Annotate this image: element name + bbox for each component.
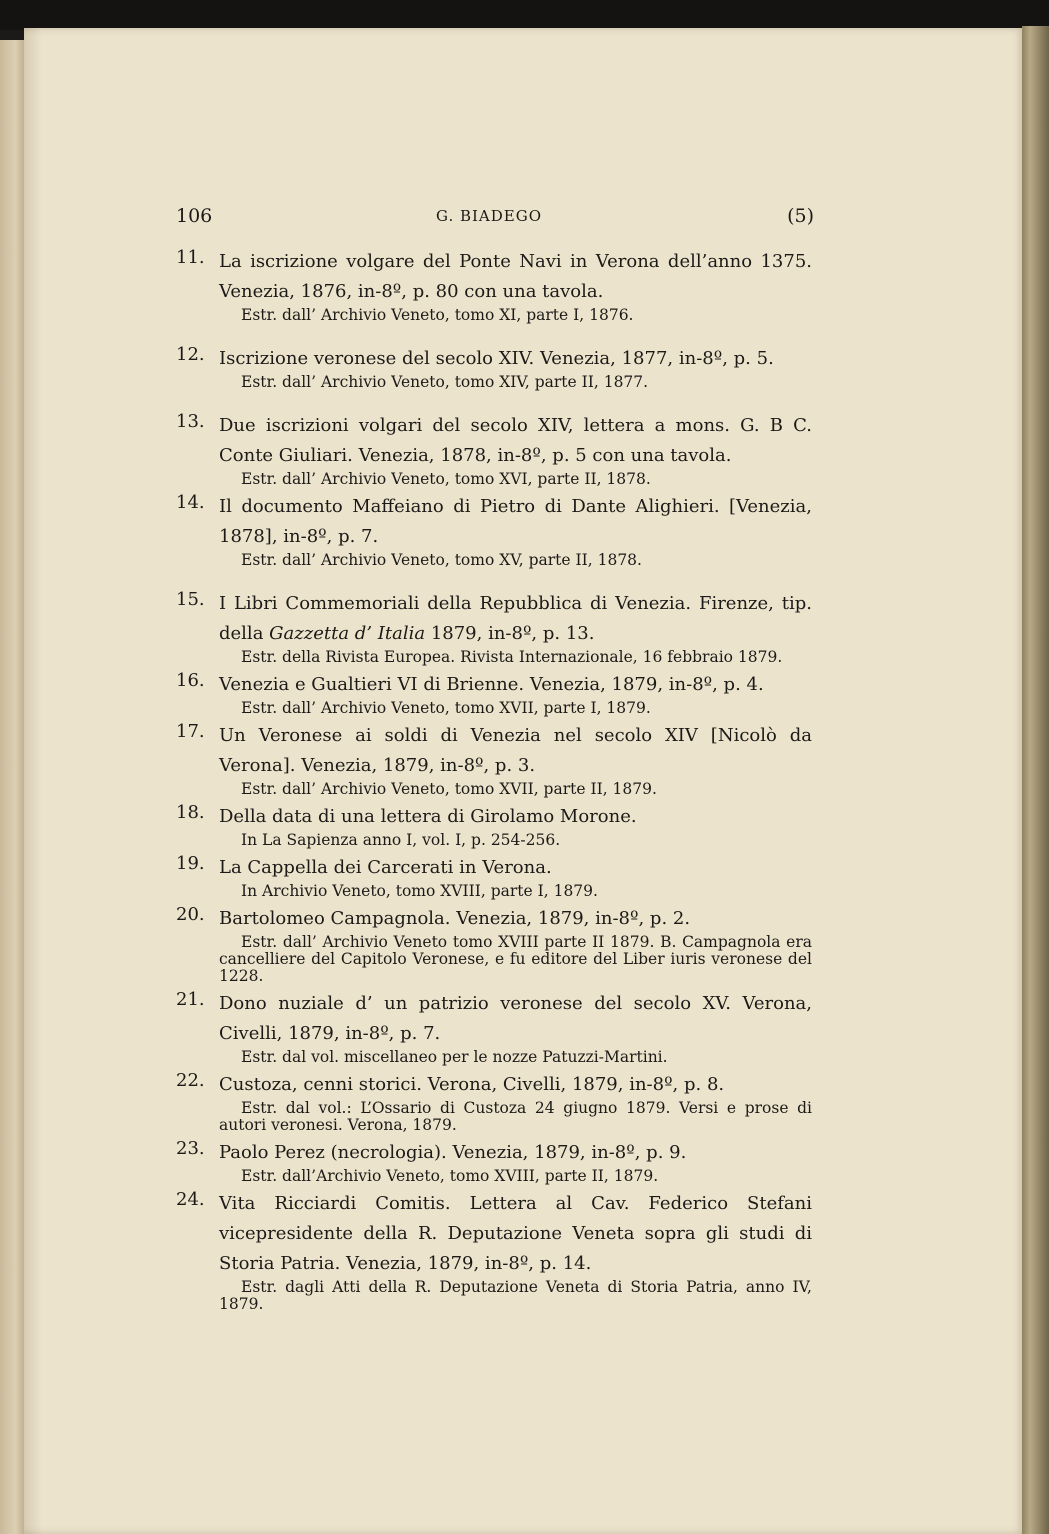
entry-title: Paolo Perez (necrologia). Venezia, 1879, in-8º, p. 9. bbox=[219, 1142, 687, 1163]
bibliography-entry-23 bbox=[176, 1138, 812, 1185]
bibliography-entry-15 bbox=[176, 589, 812, 666]
bibliography-entry-11 bbox=[176, 247, 812, 324]
bibliography-entry-22 bbox=[176, 1070, 812, 1134]
entry-title: Della data di una lettera di Girolamo Morone. bbox=[219, 806, 637, 827]
previous-page-edge bbox=[0, 40, 26, 1534]
entry-number: 22. bbox=[176, 1070, 205, 1091]
entry-note: Estr. dall’ Archivio Veneto, tomo XVI, parte II, 1878. bbox=[241, 470, 651, 488]
bibliography-entry-13 bbox=[176, 411, 812, 488]
page-fore-edge bbox=[1022, 26, 1049, 1534]
entry-title: Dono nuziale d’ un patrizio veronese del secolo XV. Verona, Civelli, 1879, in-8º, p. 7. bbox=[219, 993, 812, 1044]
entry-title: La Cappella dei Carcerati in Verona. bbox=[219, 857, 552, 878]
page-number: 106 bbox=[176, 205, 213, 227]
entry-number: 16. bbox=[176, 670, 205, 691]
entry-title: Bartolomeo Campagnola. Venezia, 1879, in-8º, p. 2. bbox=[219, 908, 691, 929]
entry-number: 19. bbox=[176, 853, 205, 874]
entry-number: 14. bbox=[176, 492, 205, 513]
entry-note: Estr. della Rivista Europea. Rivista Internazionale, 16 febbraio 1879. bbox=[241, 648, 783, 666]
entry-number: 11. bbox=[176, 247, 205, 268]
entry-title: Custoza, cenni storici. Verona, Civelli, 1879, in-8º, p. 8. bbox=[219, 1074, 725, 1095]
bibliography-entry-16 bbox=[176, 670, 812, 717]
entry-note: Estr. dagli Atti della R. Deputazione Veneta di Storia Patria, anno IV, 1879. bbox=[219, 1278, 812, 1313]
entry-title: Un Veronese ai soldi di Venezia nel secolo XIV [Nicolò da Verona]. Venezia, 1879, in-8º, p. 3. bbox=[219, 725, 812, 776]
entry-number: 13. bbox=[176, 411, 205, 432]
bibliography-entry-18 bbox=[176, 802, 812, 849]
bibliography-entry-19 bbox=[176, 853, 812, 900]
entry-note: Estr. dall’ Archivio Veneto, tomo XV, parte II, 1878. bbox=[241, 551, 642, 569]
entry-title: Iscrizione veronese del secolo XIV. Venezia, 1877, in-8º, p. 5. bbox=[219, 348, 774, 369]
journal-title: Gazzetta d’ Italia bbox=[269, 623, 426, 644]
section-number: (5) bbox=[787, 205, 814, 227]
running-head bbox=[176, 203, 812, 237]
entry-title-part: 1879, in-8º, p. 13. bbox=[425, 623, 595, 644]
bibliography-entry-17 bbox=[176, 721, 812, 798]
entry-number: 20. bbox=[176, 904, 205, 925]
running-head-author: G. BIADEGO bbox=[436, 207, 543, 225]
entry-note: Estr. dall’ Archivio Veneto tomo XVIII parte II 1879. B. Campagnola era cancelliere del Capitolo Veronese, e fu editore del Liber iuris veronese del 1228. bbox=[219, 933, 812, 985]
entry-number: 15. bbox=[176, 589, 205, 610]
bibliography-entry-21 bbox=[176, 989, 812, 1066]
entry-note: In La Sapienza anno I, vol. I, p. 254-256. bbox=[241, 831, 561, 849]
bibliography-entry-12 bbox=[176, 344, 812, 391]
scan-background-top bbox=[0, 0, 1049, 30]
entry-note: Estr. dall’ Archivio Veneto, tomo XVII, parte II, 1879. bbox=[241, 780, 657, 798]
entry-note: Estr. dall’ Archivio Veneto, tomo XVII, parte I, 1879. bbox=[241, 699, 651, 717]
entry-number: 18. bbox=[176, 802, 205, 823]
page-text bbox=[176, 203, 812, 1313]
entry-note: Estr. dall’ Archivio Veneto, tomo XI, parte I, 1876. bbox=[241, 306, 634, 324]
entry-note: Estr. dal vol.: L’Ossario di Custoza 24 giugno 1879. Versi e prose di autori veronesi. Verona, 1879. bbox=[219, 1099, 812, 1134]
entry-title: Vita Ricciardi Comitis. Lettera al Cav. Federico Stefani vicepresidente della R. Deputazione Veneta sopra gli studi di Storia Patria. Venezia, 1879, in-8º, p. 14. bbox=[219, 1193, 812, 1274]
entry-note: Estr. dall’ Archivio Veneto, tomo XIV, parte II, 1877. bbox=[241, 373, 649, 391]
bibliography-entry-24 bbox=[176, 1189, 812, 1313]
entry-note: Estr. dall’Archivio Veneto, tomo XVIII, parte II, 1879. bbox=[241, 1167, 659, 1185]
entry-title: La iscrizione volgare del Ponte Navi in Verona dell’anno 1375. Venezia, 1876, in-8º, p. 80 con una tavola. bbox=[219, 251, 812, 302]
entry-title: Il documento Maffeiano di Pietro di Dante Alighieri. [Venezia, 1878], in-8º, p. 7. bbox=[219, 496, 812, 547]
entry-number: 17. bbox=[176, 721, 205, 742]
entry-number: 23. bbox=[176, 1138, 205, 1159]
entry-note: Estr. dal vol. miscellaneo per le nozze Patuzzi-Martini. bbox=[241, 1048, 668, 1066]
entry-title: Due iscrizioni volgari del secolo XIV, lettera a mons. G. B C. Conte Giuliari. Venezia, 1878, in-8º, p. 5 con una tavola. bbox=[219, 415, 812, 466]
bibliography-entry-14 bbox=[176, 492, 812, 569]
entry-title: Venezia e Gualtieri VI di Brienne. Venezia, 1879, in-8º, p. 4. bbox=[219, 674, 764, 695]
entry-number: 21. bbox=[176, 989, 205, 1010]
entry-note: In Archivio Veneto, tomo XVIII, parte I, 1879. bbox=[241, 882, 598, 900]
entry-number: 24. bbox=[176, 1189, 205, 1210]
entry-number: 12. bbox=[176, 344, 205, 365]
entry-title-part: I Libri Commemoriali della Repubblica di Venezia. Firenze, tip. della bbox=[219, 593, 812, 644]
bibliography-entry-20 bbox=[176, 904, 812, 985]
entry-title bbox=[219, 589, 812, 649]
